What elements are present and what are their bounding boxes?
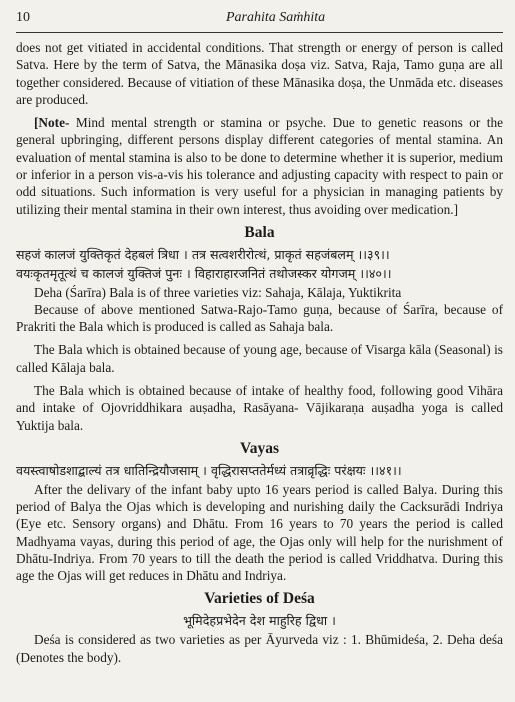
verse-41: वयस्त्वाषोडशाद्बाल्यं तत्र धातिन्द्रियौजसाम् । वृद्धिरासप्ततेर्मध्यं तत्राव्रृद्धिः परंक्षयः ।।४१।। <box>16 462 402 478</box>
bala-paragraph-3: The Bala which is obtained because of young age, because of Visarga kāla (Seasonal) is called Kālaja bala. <box>16 342 503 375</box>
desa-paragraph: Deśa is considered as two varieties as per Āyurveda viz : 1. Bhūmideśa, 2. Deha deśa (Denotes the body). <box>16 632 503 665</box>
page-number: 10 <box>16 10 30 25</box>
header-rule <box>16 32 503 33</box>
verse-39: सहजं कालजं युक्तिकृतं देहबलं त्रिधा । तत्र सत्वशरीरोत्थं, प्राकृतं सहजंबलम् ।।३९।। <box>16 246 390 262</box>
section-heading-desa: Varieties of Deśa <box>204 590 315 608</box>
page-header <box>16 10 503 26</box>
note-paragraph <box>16 114 503 218</box>
intro-paragraph: does not get vitiated in accidental conditions. That strength or energy of person is called Satva. Here by the term of Satva, the Mānasika doṣa viz. Satva, Raja, Tamo guṇa are all together considered. Because of vitiation of these Mānasika doṣa, the Unmāda etc. diseases are produced. <box>16 40 503 107</box>
vayas-paragraph: After the delivary of the infant baby upto 16 years period is called Balya. During this period of Balya the Ojas which is developing and nurishing daily the Cacksurādi Indriya (Eye etc. Sensory organs) and Dhātu. From 16 years to 70 years the period is called Madhyama vayas, during this period of age, the Ojas only will help for the nurishment of Dhātu-Indriya. From 70 years to till the death the period is called Vriddhatva. During this age the Ojas will get reduces in Dhātu and Indriya. <box>16 481 503 584</box>
verse-40: वयःकृतमृतूत्थं च कालजं युक्तिजं पुनः । विहाराहारजनितं तथोजस्कर योगजम् ।।४०।। <box>16 265 392 281</box>
bala-paragraph-4: The Bala which is obtained because of intake of healthy food, following good Vihāra and intake of Ojovriddhikara auṣadha, Rasāyana- Vājikaraṇa auṣadha yoga is called Yuktija bala. <box>16 383 503 433</box>
note-label: [Note- <box>34 115 70 131</box>
bala-paragraph-2: Because of above mentioned Satwa-Rajo-Tamo guṇa, because of Śarīra, because of Prakriti the Bala which is produced is called as Sahaja bala. <box>16 301 503 335</box>
running-title: Parahita Saṁhita <box>226 10 326 25</box>
verse-desa: भूमिदेहप्रभेदेन देश माहुरिह द्विधा । <box>183 613 336 629</box>
bala-paragraph-1: Deha (Śarīra) Bala is of three varieties viz: Sahaja, Kālaja, Yuktikrita <box>34 284 402 300</box>
section-heading-bala: Bala <box>244 223 275 241</box>
section-heading-vayas: Vayas <box>239 439 280 457</box>
note-text: Mind mental strength or stamina or psyche. Due to genetic reasons or the general upbringing, different persons display different categories of mental stamina. An evaluation of mental stamina is also to be done to determine whether it is superior, medium or inferior in a person vis-a-vis his tolerance and adjusting capacity with respect to pain or odd situations. Such information is very useful for a physician in managing patients by utilizing their mental stamina in their own interest, thus avoiding over medication.] <box>16 115 503 217</box>
